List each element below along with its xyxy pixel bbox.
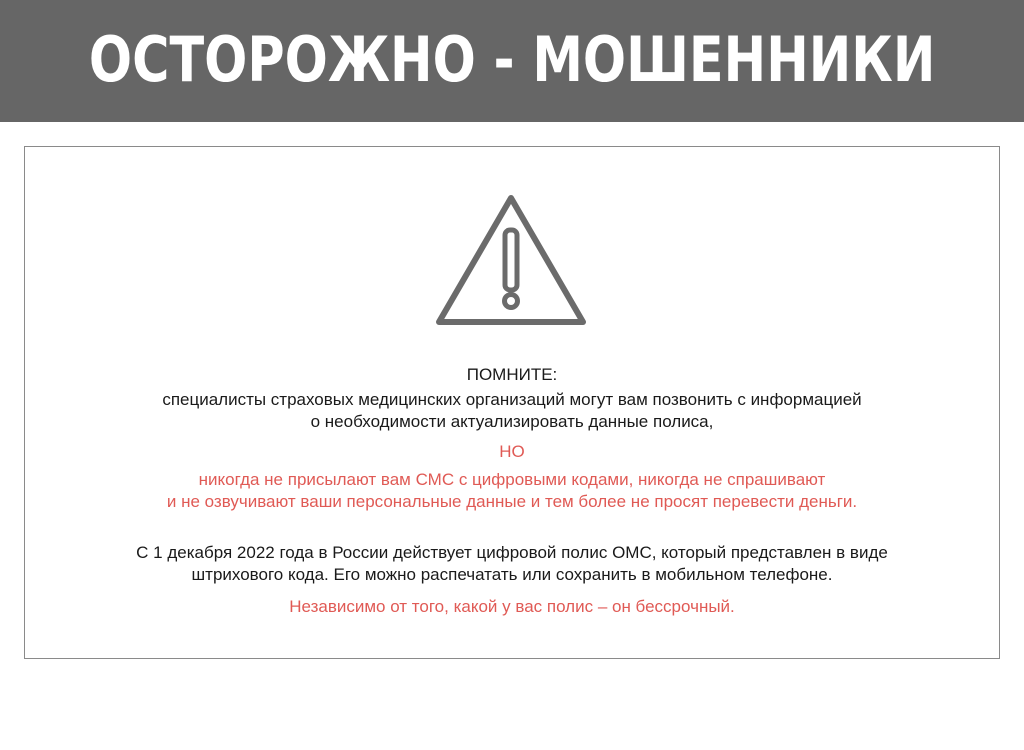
remember-label: ПОМНИТЕ:: [466, 365, 558, 384]
specialists-line: о необходимости актуализировать данные полиса,: [310, 412, 714, 431]
header-banner: [0, 0, 1024, 122]
warning-triangle-icon: [432, 190, 590, 330]
but-label: НО: [499, 442, 525, 461]
digital-policy-line: С 1 декабря 2022 года в России действует цифровой полис ОМС, который представлен в виде: [136, 543, 888, 562]
but-emphasis: [24, 441, 1000, 463]
perpetual-policy-note: [24, 596, 1000, 618]
never-line: никогда не присылают вам СМС с цифровыми кодами, никогда не спрашивают: [198, 470, 826, 489]
never-line: и не озвучивают ваши персональные данные и тем более не просят перевести деньги.: [166, 492, 858, 511]
never-paragraph: [24, 469, 1000, 513]
digital-policy-line: штрихового кода. Его можно распечатать или сохранить в мобильном телефоне.: [191, 565, 833, 584]
digital-policy-paragraph: [24, 542, 1000, 586]
page-title: ОСТОРОЖНО - МОШЕННИКИ: [88, 22, 936, 96]
perpetual-policy-text: Независимо от того, какой у вас полис – он бессрочный.: [289, 597, 735, 616]
remember-heading: [24, 364, 1000, 386]
specialists-paragraph: [24, 389, 1000, 433]
specialists-line: специалисты страховых медицинских организаций могут вам позвонить с информацией: [162, 390, 862, 409]
